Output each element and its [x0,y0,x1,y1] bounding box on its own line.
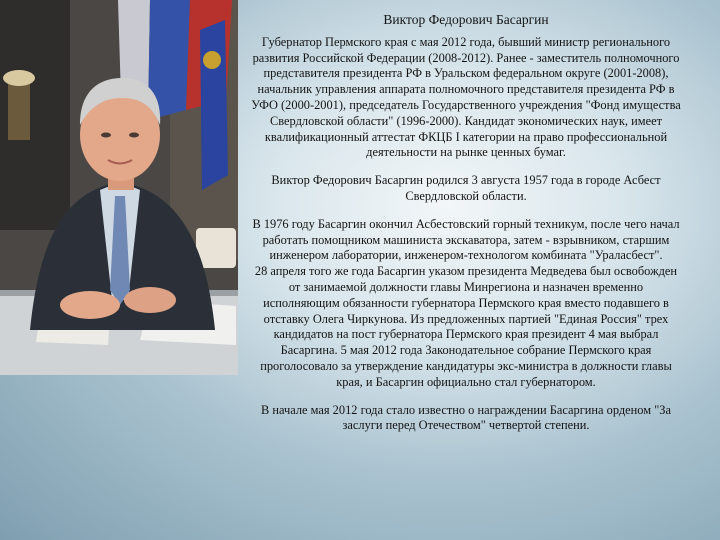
spacer [250,161,682,173]
portrait-illustration [0,0,238,375]
spacer [250,391,682,403]
spacer [250,205,682,217]
paragraph-birth: Виктор Федорович Басаргин родился 3 августа 1957 года в городе Асбест Свердловской области. [271,173,661,203]
biography-text [250,12,682,434]
page-title: Виктор Федорович Басаргин [383,12,549,27]
paragraph-career: Губернатор Пермского края с мая 2012 года, бывший министр регионального развития Российской Федерации (2008-2012). Ранее - заместитель полномочного представителя президента РФ в Уральском федеральном округе (2001-2008), начальник управления аппарата полномочного представителя президента РФ в УФО (2000-2001), председатель Государственного учреждения "Фонд имущества Свердловской области" (1996-2000). Кандидат экономических наук, имеет квалификационный аттестат ФКЦБ I категории на право профессиональной деятельности на рынке ценных бумаг. [251,34,681,160]
paragraph-education: В 1976 году Басаргин окончил Асбестовский горный техникум, после чего начал работать помощником машиниста экскаватора, затем - взрывником, старшим инженером лаборатории, инженером-технологом комбината "Ураласбест". [252,216,680,263]
paragraph-appointment: 28 апреля того же года Басаргин указом президента Медведева был освобожден от занимаемой должности главы Минрегиона и назначен временно исполняющим обязанности губернатора Пермского края вместо подавшего в отставку Олега Чиркунова. Из предложенных партией "Единая Россия" трех кандидатов на пост губернатора Пермского края президент 4 мая выбрал Басаргина. 5 мая 2012 года Законодательное собрание Пермского края проголосовало за утверждение кандидатуры экс-министра в должности главы края, и Басаргин официально стал губернатором. [254,264,678,389]
paragraph-award: В начале мая 2012 года стало известно о награждении Басаргина орденом "За заслуги перед Отечеством" четвертой степени. [261,402,671,433]
portrait-photo [0,0,238,375]
